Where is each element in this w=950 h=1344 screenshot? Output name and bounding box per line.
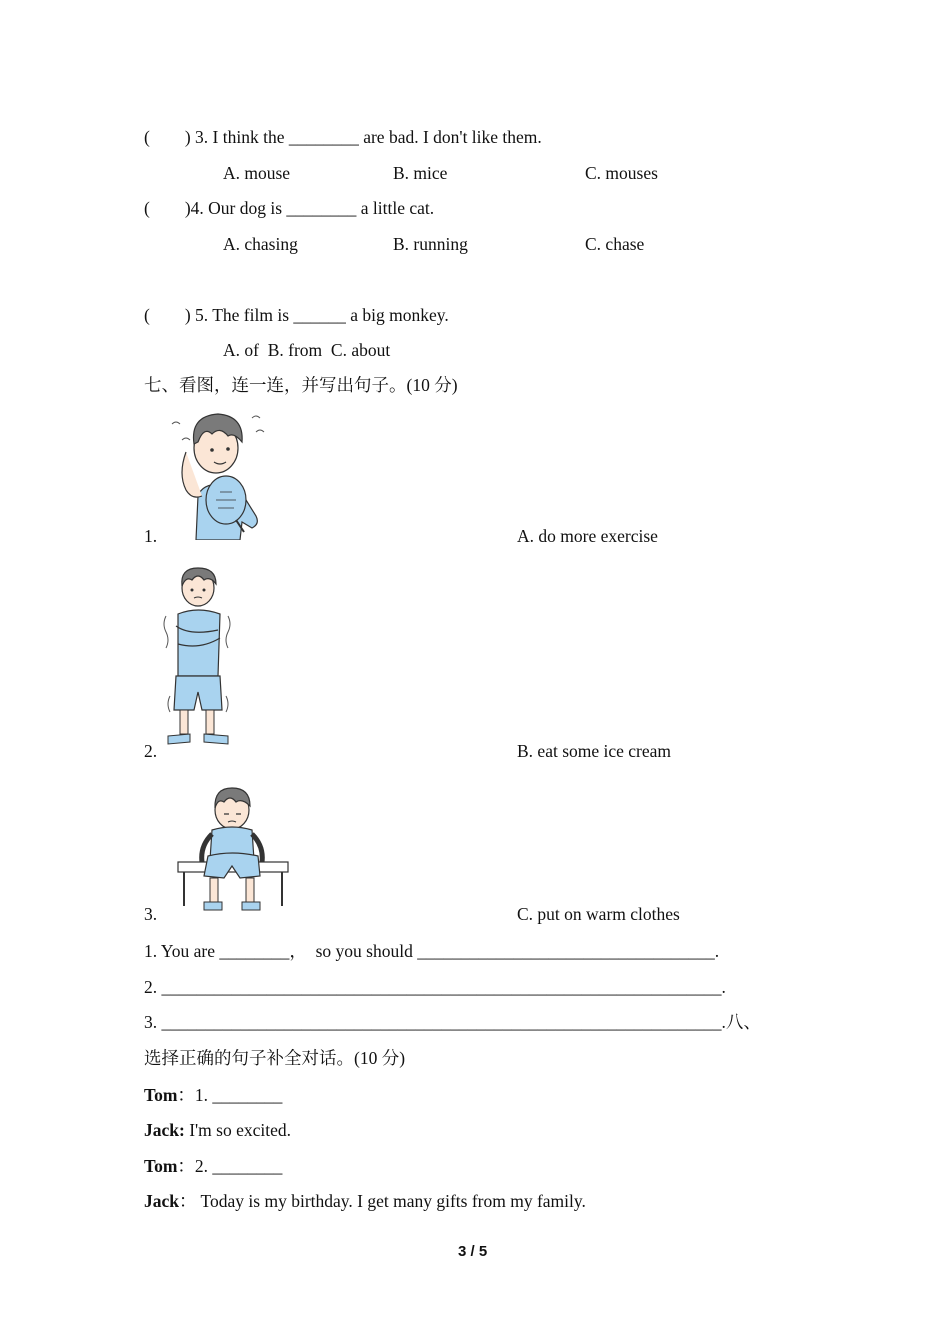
- question-4-option-c: C. chase: [585, 234, 645, 254]
- picture-1-number: 1.: [144, 526, 158, 546]
- picture-2-number: 2.: [144, 741, 158, 761]
- question-3-option-c: C. mouses: [585, 163, 658, 183]
- write-line-2: 2. ________________________________________________________________.: [144, 977, 726, 997]
- question-4-option-a: A. chasing: [223, 234, 298, 254]
- choice-b: B. eat some ice cream: [517, 741, 672, 761]
- question-5-options: A. of B. from C. about: [223, 340, 391, 360]
- speaker-separator: ：: [177, 1085, 195, 1105]
- section-7-heading: 七、看图，连一连，并写出句子。(10 分): [144, 375, 458, 395]
- boy-tired-on-bench-icon: [176, 786, 290, 914]
- speaker-tom: Tom: [144, 1156, 178, 1176]
- choice-c: C. put on warm clothes: [517, 904, 680, 924]
- speaker-separator: ：: [179, 1191, 197, 1211]
- question-5-stem: ( ) 5. The film is ______ a big monkey.: [144, 305, 449, 325]
- picture-3-number: 3.: [144, 904, 158, 924]
- question-4-option-b: B. running: [393, 234, 468, 254]
- boy-cold-shivering-icon: [160, 566, 234, 754]
- choice-a: A. do more exercise: [517, 526, 658, 546]
- dialogue-text: Today is my birthday. I get many gifts from my family.: [196, 1191, 586, 1211]
- speaker-tom: Tom: [144, 1085, 178, 1105]
- write-line-1: 1. You are ________， so you should __________________________________.: [144, 941, 720, 961]
- section-8-heading: 选择正确的句子补全对话。(10 分): [144, 1048, 406, 1068]
- dialogue-text: 2. ________: [194, 1156, 283, 1176]
- question-3-option-a: A. mouse: [223, 163, 291, 183]
- write-line-3: 3. ________________________________________________________________.八、: [144, 1012, 761, 1032]
- question-3-stem: ( ) 3. I think the ________ are bad. I don't like them.: [144, 127, 542, 147]
- speaker-jack: Jack:: [144, 1120, 185, 1140]
- dialogue-line: [144, 1119, 291, 1141]
- dialogue-line: [144, 1155, 282, 1177]
- boy-hot-fanning-icon: [168, 404, 268, 540]
- speaker-jack: Jack: [144, 1191, 179, 1211]
- question-3-option-b: B. mice: [393, 163, 448, 183]
- dialogue-line: [144, 1190, 586, 1212]
- question-4-stem: ( )4. Our dog is ________ a little cat.: [144, 198, 435, 218]
- speaker-separator: ：: [177, 1156, 195, 1176]
- dialogue-text: 1. ________: [194, 1085, 283, 1105]
- dialogue-line: [144, 1084, 282, 1106]
- dialogue-text: I'm so excited.: [189, 1120, 292, 1140]
- page-number: 3 / 5: [458, 1243, 488, 1260]
